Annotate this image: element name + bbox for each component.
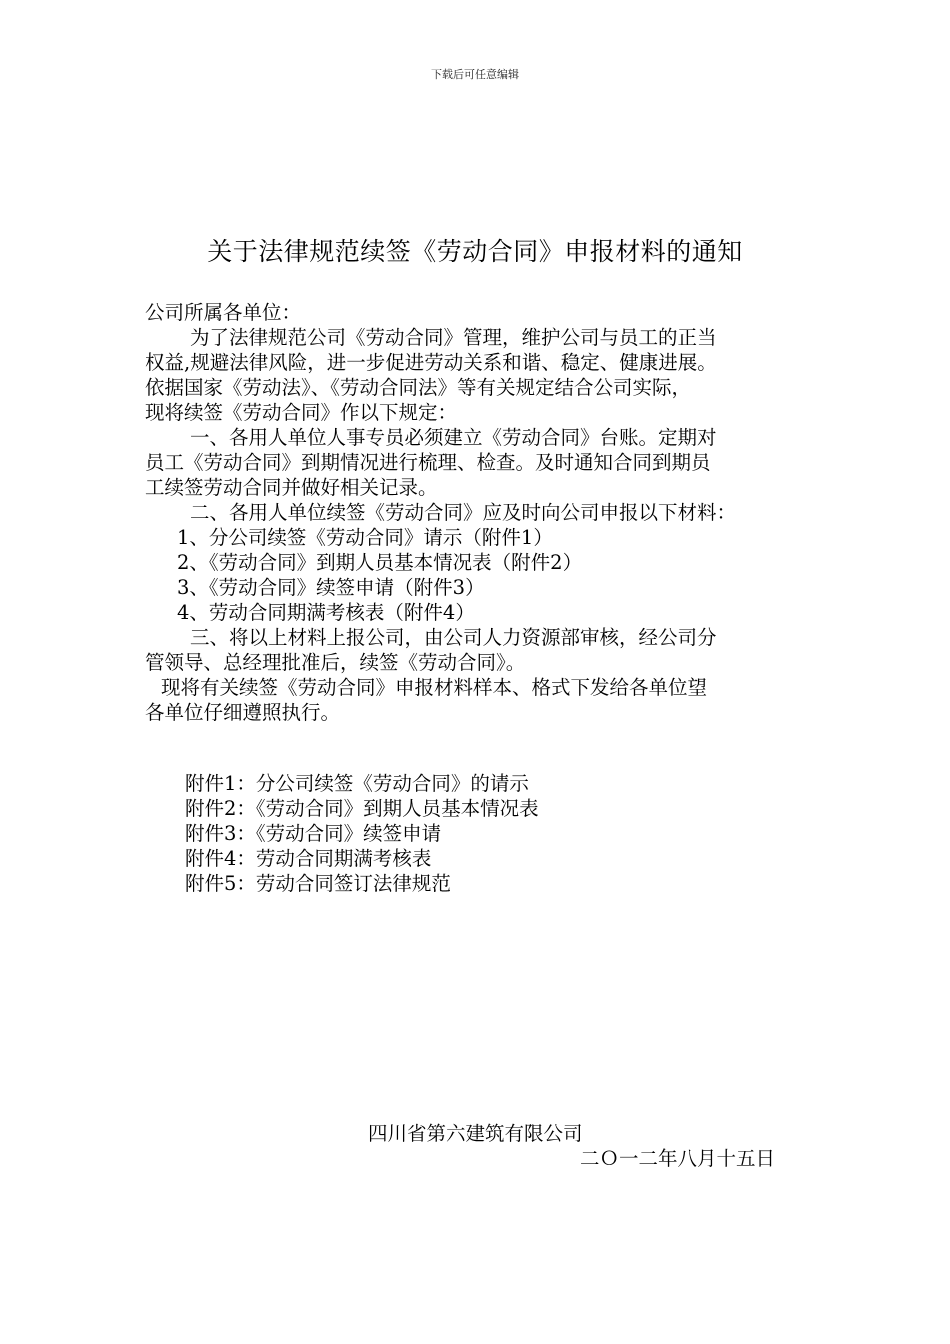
attachment-item: 附件4：劳动合同期满考核表 (185, 847, 432, 870)
list-item: 2、《劳动合同》到期人员基本情况表（附件2） (177, 551, 583, 574)
document-body (145, 300, 805, 725)
header-note: 下载后可任意编辑 (431, 68, 519, 81)
list-item: 1、分公司续签《劳动合同》请示（附件1） (177, 526, 553, 549)
paragraph-line: 三、将以上材料上报公司，由公司人力资源部审核，经公司分 (190, 626, 717, 649)
signature-company: 四川省第六建筑有限公司 (368, 1122, 583, 1145)
paragraph-line: 员工《劳动合同》到期情况进行梳理、检查。及时通知合同到期员 (145, 451, 711, 474)
paragraph-line: 现将续签《劳动合同》作以下规定： (145, 401, 458, 424)
attachment-item: 附件2：《劳动合同》到期人员基本情况表 (185, 797, 539, 820)
paragraph-line: 依据国家《劳动法》、《劳动合同法》等有关规定结合公司实际， (145, 376, 692, 399)
paragraph-line: 管领导、总经理批准后，续签《劳动合同》。 (145, 651, 526, 674)
paragraph-line: 权益,规避法律风险，进一步促进劳动关系和谐、稳定、健康进展。 (145, 351, 717, 374)
list-item: 3、《劳动合同》续签申请（附件3） (177, 576, 485, 599)
attachment-item: 附件1：分公司续签《劳动合同》的请示 (185, 772, 529, 795)
list-item: 4、劳动合同期满考核表（附件4） (177, 601, 475, 624)
salutation: 公司所属各单位： (145, 301, 302, 324)
paragraph-line: 二、各用人单位续签《劳动合同》应及时向公司申报以下材料： (190, 501, 737, 524)
attachments-list (185, 771, 539, 896)
paragraph-line: 工续签劳动合同并做好相关记录。 (145, 476, 438, 499)
paragraph-line: 现将有关续签《劳动合同》申报材料样本、格式下发给各单位望 (161, 676, 708, 699)
paragraph-line: 各单位仔细遵照执行。 (145, 701, 341, 724)
document-title: 关于法律规范续签《劳动合同》申报材料的通知 (207, 237, 743, 266)
paragraph-line: 一、各用人单位人事专员必须建立《劳动合同》台账。定期对 (190, 426, 717, 449)
attachment-item: 附件3：《劳动合同》续签申请 (185, 822, 442, 845)
signature-date: 二Ｏ一二年八月十五日 (580, 1147, 776, 1170)
paragraph-line: 为了法律规范公司《劳动合同》管理，维护公司与员工的正当 (190, 326, 717, 349)
attachment-item: 附件5：劳动合同签订法律规范 (185, 872, 451, 895)
